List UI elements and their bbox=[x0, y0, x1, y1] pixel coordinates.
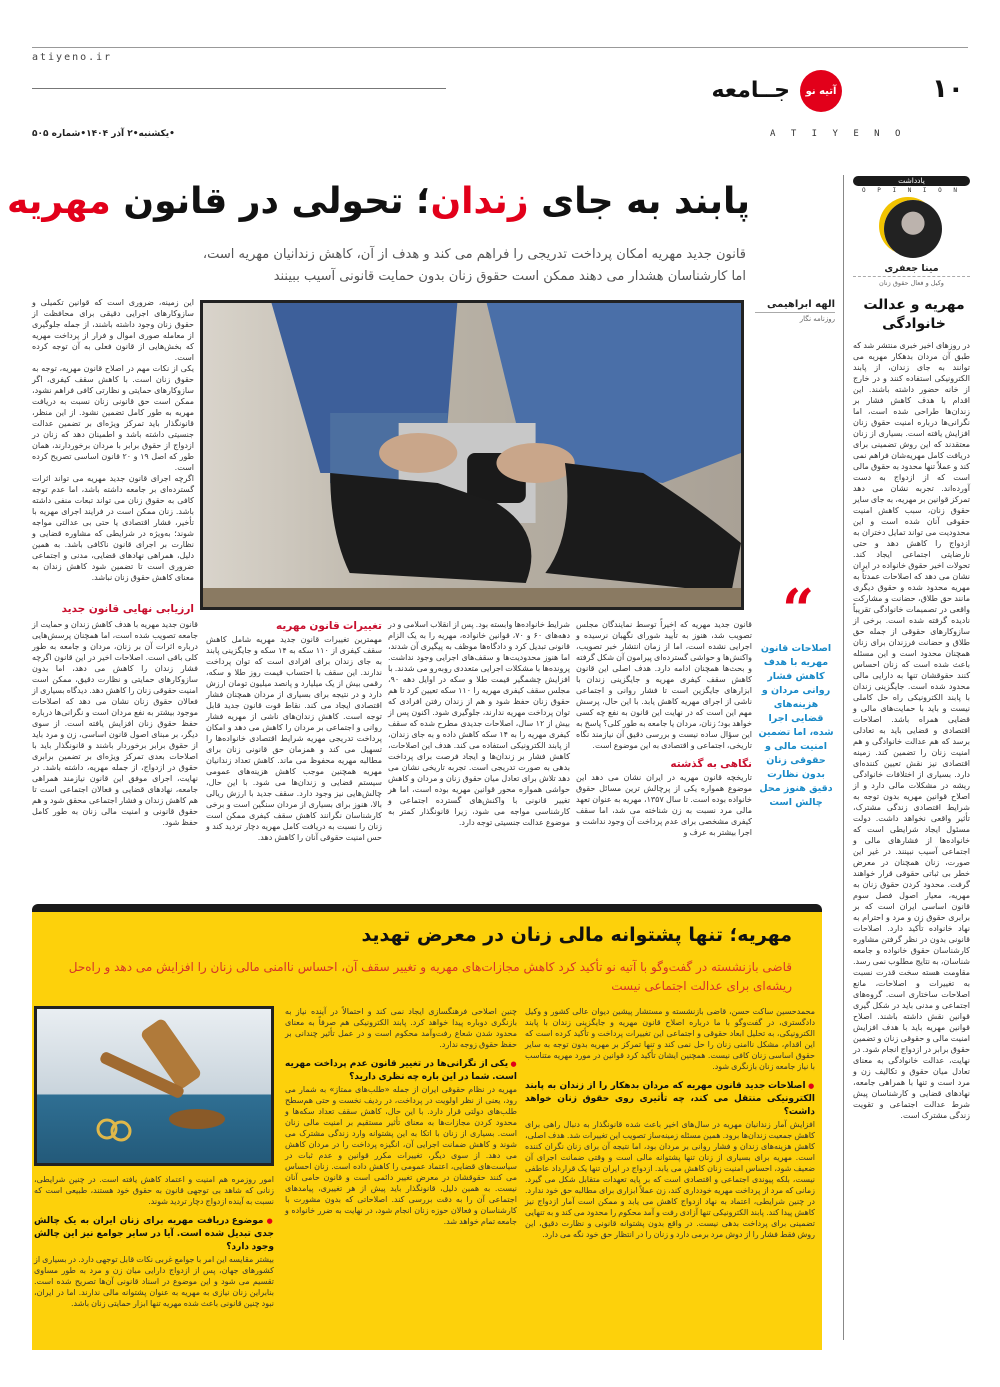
paragraph: امور روزمره هم امنیت و اعتماد کاهش یافته است. در چنین شرایطی، زنانی که شاهد بی توجهی قانون به حقوق خود هستند، طبیعی است که نسبت به آینده ازدواج دچار تردید شوند. bbox=[34, 1175, 274, 1206]
author-name: الهه ابراهیمی bbox=[755, 299, 835, 313]
gavel-icon bbox=[37, 1009, 271, 1163]
paragraph: افزایش آمار زندانیان مهریه در سال‌های اخیر باعث شده قانونگذار به دنبال راهی برای کاهش جمعیت زندان‌ها برود. همین مسئله زمینه‌ساز تصویب این تغییرات شد. هدف اصلی، کاهش هزینه‌های زندان و فشار روانی بر مردان بود، اما نتیجه آن برای زنان نگران کننده است. مهریه برای بسیاری از زنان تنها پشتوانه مالی است و وقتی ضمانت اجرای آن ضعیف شود، احساس امنیت زنان کاهش می یابد. ازدواج در ایران تنها یک قرارداد عاطفی نیست، بلکه پیوندی اجتماعی و اقتصادی است که بر پایه تعهدات متقابل شکل می گیرد. زمانی که مرد از پرداخت مهریه خودداری کند، زن عملاً ابزاری برای مطالبه حق خود ندارد. در چنین شرایطی، اعتماد به نهاد ازدواج کاهش می یابد و ممکن است آمار ازدواج نیز کاهش پیدا کند. پابند الکترونیکی تنها آزادی رفت و آمد محکوم را محدود می کند و به تنهایی تضمینی برای پرداخت بدهی نیست. در واقع بدون پشتوانه قانونی و نظارت دقیق، این روش فقط فشار را از دوش مرد برمی دارد و زنان را در انتظار حق خود نگه می دارد. bbox=[525, 1120, 815, 1239]
page-number: ۱۰ bbox=[932, 74, 964, 104]
section-title: جــامعه bbox=[711, 78, 790, 103]
interview-question: ● اصلاحات جدید قانون مهریه که مردان بدهکار را از زندان به پابند الکترونیکی منتقل می کند، چه تأثیری روی حقوق زنان خواهد داشت؟ bbox=[525, 1080, 815, 1119]
headline-text: ؛ تحولی در قانون bbox=[110, 181, 431, 222]
headline-highlight: زندان bbox=[430, 181, 529, 222]
paragraph: تاریخچه قانون مهریه در ایران نشان می دهد این موضوع همواره یکی از پرچالش ترین مسائل حقوق خانواده بوده است. تا سال ۱۳۵۷، مهریه به عنوان تعهد مالی مرد نسبت به زن شناخته می شد، اما سقف کیفری مشخصی برای عدم پرداخت آن وجود نداشت و اجرا بیشتر به عرف و bbox=[576, 773, 752, 837]
top-rule bbox=[32, 47, 968, 48]
article-subtitle bbox=[110, 244, 746, 288]
opinion-author-role: وکیل و فعال حقوق زنان bbox=[879, 279, 944, 287]
headline bbox=[7, 175, 750, 229]
interview-title: مهریه؛ تنها پشتوانه مالی زنان در معرض تهدید bbox=[361, 924, 792, 946]
opinion-label-latin: O P I N I O N bbox=[862, 187, 961, 194]
paragraph: بیشتر مقایسه این امر با جوامع غربی نکات قابل توجهی دارد. در بسیاری از کشورهای جهان، پس از ازدواج دارایی میان زن و مرد به طور مساوی تقسیم می شود و این موضوع در اسناد قانونی آن‌ها تصریح شده است. بنابراین زنان نیازی به مهریه به عنوان پشتوانه مالی ندارند. اما در ایران، نبود چنین قانونی باعث شده مهریه تنها ابزار حمایتی زنان باشد. bbox=[34, 1255, 274, 1308]
opinion-title: مهریه و عدالت خانوادگی bbox=[863, 297, 965, 332]
ankle-monitor-illustration bbox=[203, 303, 741, 607]
brand-latin: A T I Y E N O bbox=[770, 129, 906, 139]
subtitle-line: اما کارشناسان هشدار می دهند ممکن است حقوق زنان بدون حمایت قانونی آسیب ببینند bbox=[273, 269, 746, 284]
interview-question: ● موضوع دریافت مهریه برای زنان ایران به یک چالش جدی تبدیل شده است. آیا در سایر جوامع نیز این چالش وجود دارد؟ bbox=[34, 1215, 274, 1254]
quote-mark-icon: “ bbox=[782, 577, 815, 643]
opinion-label-text: یادداشت bbox=[898, 176, 925, 185]
opinion-author-name: مینا جعفری bbox=[853, 263, 970, 277]
headline-text: پابند به جای bbox=[528, 181, 750, 222]
paragraph: این زمینه، ضروری است که قوانین تکمیلی و سازوکارهای اجرایی دقیقی برای محافظت از حقوق زنان وجود داشته باشند، از جمله جلوگیری از معامله صوری اموال و فرار از پرداخت مهریه که بخش‌هایی از قانون فعلی به آن توجه کرده است. bbox=[32, 298, 194, 362]
paragraph: مهمترین تغییرات قانون جدید مهریه شامل کاهش سقف کیفری از ۱۱۰ سکه به ۱۴ سکه و جایگزینی پابند به جای زندان برای افرادی است که توان پرداخت ندارند. این سقف با احتساب قیمت روز طلا و سکه، رقمی بیش از یک میلیارد و پانصد میلیون تومان ارزش دارد و در نتیجه برای بسیاری از مردان همچنان فشار اقتصادی ایجاد می کند. نقاط قوت قانون جدید قابل توجه است. کاهش زندان‌های ناشی از مهریه فشار روانی و اجتماعی بر مردان را کاهش می دهد و امکان پرداخت تدریجی مهریه شرایط اقتصادی خانواده‌ها را تسهیل می کند و همزمان حق قانونی زنان برای مطالبه مهریه محفوظ می ماند. کاهش تعداد زندانیان مهریه همچنین موجب کاهش هزینه‌های عمومی سیستم قضایی و زندان‌ها می شود. با این حال، چالش‌هایی نیز وجود دارد. سقف جدید با ارزش ریالی بالا، هنوز برای بسیاری از مردان سنگین است و برخی کارشناسان نگرانند کاهش سقف کیفری ممکن است زنان را نسبت به دریافت کامل مهریه دچار تردید کند و حس امنیت حقوقی آنان را کاهش دهد. bbox=[206, 635, 382, 842]
article-column-3 bbox=[206, 619, 382, 843]
subheading-history: نگاهی به گذشته bbox=[670, 758, 752, 770]
article-column-4b: قانون جدید مهریه با هدف کاهش زندان و حمایت از جامعه تصویب شده است، اما همچنان پرسش‌هایی درباره اثرات آن بر زنان، مردان و جامعه به طور کلی باقی است. اصلاحات اخیر در این قانون اگرچه فشار زندان را کاهش می دهد، اما بدون سازوکارهای حمایتی و نظارت دقیق، ممکن است امنیت حقوقی زنان را کاهش دهد. دیدگاه بسیاری از فعالان حقوق زنان نشان می دهد که اصلاحات موجود بیشتر به نفع مردان است و نگرانی‌ها درباره حفظ حقوق زنان افزایش یافته است. از سوی دیگر، بر مبنای اصول قانون اساسی، زن و مرد باید از حقوق برابر برخوردار باشند و قانونگذار باید با اصلاحات بعدی تمرکز ویژه‌ای بر تضمین برابری حقوق در ازدواج، از جمله مهریه، داشته باشد. در نهایت، اجرای موفق این قانون نیازمند همراهی جامعه، نهادهای قضایی و فعالان اجتماعی است تا هم کاهش زندان و فشار اجتماعی محقق شود و هم حقوق قانونی و امنیت مالی زنان به طور کامل حفظ شود. bbox=[32, 620, 198, 827]
paragraph: اگرچه اجرای قانون جدید مهریه می تواند اثرات گسترده‌ای بر جامعه داشته باشد، اما عدم توجه کافی به حقوق زنان می تواند تبعات منفی داشته باشد. زنان ممکن است در فرایند اجرای مهریه با تأخیر، فشار اقتصادی یا حتی بی عدالتی مواجه شوند؛ به‌ویژه در شرایطی که مشاوره قضایی و نظارت بر اجرای قانون ناکافی باشد. به همین دلیل، همراهی نهادهای قضایی، مدنی و اجتماعی ضروری است تا تضمین شود کاهش زندان به معنای کاهش حقوق زنان نباشد. bbox=[32, 474, 194, 582]
paragraph: قانون جدید مهریه که اخیراً توسط نمایندگان مجلس تصویب شد، هنوز به تأیید شورای نگهبان نرسیده و اجرایی نشده است، اما از زمان انتشار خبر تصویب، واکنش‌ها و حواشی گسترده‌ای پیرامون آن شکل گرفته و بحث‌ها همچنان ادامه دارد. هدف اصلی این قانون کاهش سقف کیفری مهریه و جایگزینی زندان با ابزارهای جایگزین است تا فشار روانی و اجتماعی ناشی از اجرای مهریه کاهش یابد. با این حال، پرسش مهم این است که در نهایت این قانون به نفع چه کسی خواهد بود؛ زنان، مردان یا جامعه به طور کلی؟ پاسخ به این سؤال ساده نیست و بررسی دقیق آن نیازمند نگاه تاریخی، اجتماعی و اقتصادی به این موضوع است. bbox=[576, 620, 752, 750]
logo-text: آتیه نو bbox=[805, 85, 837, 97]
article-photo bbox=[200, 300, 744, 610]
brand-logo bbox=[800, 70, 842, 112]
interview-box bbox=[32, 904, 822, 1350]
subheading-law-changes: تغییرات قانون مهریه bbox=[275, 620, 382, 632]
header-rule-left bbox=[32, 88, 446, 89]
opinion-author bbox=[853, 263, 970, 288]
column-divider bbox=[843, 175, 844, 1340]
interview-column-2 bbox=[285, 1006, 517, 1227]
subtitle-line: قانون جدید مهریه امکان پرداخت تدریجی را فراهم می کند و هدف از آن، کاهش زندانیان مهریه است، bbox=[202, 247, 746, 262]
paragraph: مهریه در نظام حقوقی ایران از جمله «طلب‌های ممتاز» به شمار می رود، یعنی از نظر اولویت در پرداخت، در ردیف نخست و حتی هم‌سطح طلب‌های دولتی قرار دارد. با این حال، کاهش سقف تعداد سکه‌ها و محدود کردن مجازات‌ها به معنای تأثیر مستقیم بر امنیت مالی زنان است. بسیاری از زنان با اتکا به این پشتوانه وارد زندگی مشترک می شوند و کاهش ضمانت اجرایی آن، انگیزه پرداخت را در مردان کاهش می دهد. از سوی دیگر، تغییرات مکرر قوانین و عدم ثبات در سیاست‌های قضایی، اعتماد عمومی را کاهش داده است. زنان احساس می کنند حقوقشان در معرض تغییر دائمی است و قانون حامی آنان نیست. به همین دلیل، قانونگذار باید پیش از هر تغییری، پیامدهای اجتماعی آن را به دقت بررسی کند. اصلاحاتی که بدون مشورت با کارشناسان و فعالان حوزه زنان انجام شود، در نهایت به ضرر خانواده و جامعه تمام خواهد شد. bbox=[285, 1085, 517, 1226]
interview-question: ● یکی از نگرانی‌ها در تغییر قانون عدم پرداخت مهریه است. شما در این باره چه نظری دارید؟ bbox=[285, 1058, 517, 1084]
gavel-rings-photo bbox=[34, 1006, 274, 1166]
article-column-4 bbox=[32, 297, 194, 583]
headline-highlight: مهریه bbox=[7, 181, 111, 222]
paragraph: یکی از نکات مهم در اصلاح قانون مهریه، توجه به حقوق زنان است. با کاهش سقف کیفری، اگر سازوکارهای حمایتی و نظارتی کافی فراهم نشود، ممکن است حق قانونی زنان نسبت به دریافت مهریه به طور کامل تضمین نشود. از این منظر، قانونگذار باید تمرکز ویژه‌ای بر تضمین عدالت جنسیتی داشته باشد و اطمینان دهد که زنان در ازدواج از حقوق برابر با مردان برخوردارند، همان طور که اصل ۱۹ و ۲۰ قانون اساسی تصریح کرده است. bbox=[32, 364, 194, 472]
paragraph: چنین اصلاحی فرهنگسازی ایجاد نمی کند و احتمالاً در آینده نیاز به بازنگری دوباره پیدا خواهد کرد. پابند الکترونیکی هم صرفاً به معنای محدود شدن شعاع رفت‌وآمد محکوم است و در عمل تأثیر چندانی بر حفظ حقوق زوجه ندارد. bbox=[285, 1007, 517, 1049]
article-column-1 bbox=[576, 619, 752, 838]
author-byline bbox=[755, 299, 835, 323]
article-column-2: شرایط خانواده‌ها وابسته بود. پس از انقلاب اسلامی و در دهه‌های ۶۰ و ۷۰، قوانین خانواده، مهریه را به یک الزام قانونی تبدیل کرد و دادگاه‌ها موظف به پیگیری آن شدند، اما هنوز محدودیت‌ها و سقف‌های اجرایی وجود نداشت. پرونده‌ها با مشکلات اجرایی متعددی روبه‌رو می شدند. با افزایش چشمگیر قیمت طلا و سکه در اوایل دهه ۹۰، مجلس سقف کیفری مهریه را ۱۱۰ سکه تعیین کرد تا هم حقوق زنان حفظ شود و هم از زندان رفتن افرادی که توان پرداخت مهریه ندارند، جلوگیری شود. اکنون پس از بیش از ۱۲ سال، اصلاحات جدیدی مطرح شده که سقف کیفری مهریه را به ۱۴ سکه کاهش داده و به جای زندان، از پابند الکترونیکی استفاده می کند. هدف این اصلاحات، کاهش فشار بر زندان‌ها و ایجاد فرصت برای پرداخت بدهی به صورت تدریجی است. تجربه تاریخی نشان می دهد تلاش برای تعادل میان حقوق زنان و مردان و کاهش حواشی همواره محور قوانین مهریه بوده است، اما هر تغییر قانونی با واکنش‌های گسترده اجتماعی و کارشناسی مواجه می شود، زیرا قانونگذار کمتر به موضوع عدالت جنسیتی توجه دارد. bbox=[388, 620, 570, 827]
pull-quote: اصلاحات قانون مهریه با هدف کاهش فشار روانی مردان و هزینه‌های قضایی اجرا شده، اما تضمین امنیت مالی و حقوقی زنان بدون نظارت دقیق هنوز محل چالش است bbox=[758, 643, 834, 808]
paragraph: محمدحسین ساکت حسن، قاضی بازنشسته و مستشار پیشین دیوان عالی کشور و وکیل دادگستری، در گفت‌وگو با ما درباره اصلاح قانون مهریه و جایگزینی زندان با پابند الکترونیکی، به تحلیل ابعاد حقوقی و اجتماعی این تغییرات پرداخت و تأکید کرده است که این اقدام، مشکل ناامنی زنان را حل نمی کند و تنها تمرکز بر مهریه بدون توجه به سایر حقوق اساسی زنان کافی نیست. همچنین ایشان تأکید کرد قوانین در مورد مهریه متناسب با نیاز جامعه زنان بازنگری شود. bbox=[525, 1007, 815, 1071]
issue-date: •یکشنبه•۲ آذر ۱۴۰۴•شماره ۵۰۵ bbox=[32, 129, 175, 139]
avatar bbox=[884, 200, 942, 258]
interview-column-3 bbox=[34, 1174, 274, 1309]
interview-column-1 bbox=[525, 1006, 815, 1240]
subheading-final-review: ارزیابی نهایی قانون جدید bbox=[61, 603, 194, 615]
opinion-body: در روزهای اخیر خبری منتشر شد که طبق آن مردان بدهکار مهریه می توانند به جای زندان، از پابند الکترونیکی استفاده کنند و در خارج از خانه حضور داشته باشند. این اقدام با هدف کاهش فشار بر زندان‌ها طراحی شده است، اما نگرانی‌ها درباره امنیت حقوق زنان افزایش یافته است. بسیاری از زنان معتقدند که این روش تضمینی برای دریافت کامل مهریه‌شان فراهم نمی کند و عملاً تنها محدود به حقوق مالی است که از ازدواج به دست آورده‌اند. تجربه نشان می دهد تمرکز قوانین بر مهریه، به جای سایر حقوق زنان، سبب کاهش امنیت حقوقی آنان شده است و این محدودیت می تواند تمایل دختران به ازدواج را کاهش دهد و حتی نارضایتی اجتماعی ایجاد کند. تحولات اخیر حقوق خانواده در ایران نشان می دهد که اصلاحات عمدتاً به مهریه محدود شده و حقوق دیگری مانند حق طلاق، حضانت و مشارکت واقعی در تصمیمات خانوادگی تقریباً نادیده گرفته شده است. برخی از سازوکارهای حقوقی از جمله حق طلاق و حضانت فرزندان برای زنان همچنان محدود است و این مسئله باعث شده است که زنان احساس کنند حقوقشان تنها به دارایی مالی محدود شده است. جایگزینی زندان با پابند الکترونیکی راه حل کاملی نیست و باید با حمایت‌های مالی و قضایی همراه باشد. اصلاحات اقتصادی و قضایی باید به تعادلی برسد که هم عدالت خانوادگی و هم امنیت زنان را تضمین کند. زمینه اقتصادی نیز نقش تعیین کننده‌ای دارد. بسیاری از اختلافات خانوادگی ریشه در مشکلات مالی دارد و از اصلاح قوانین مهریه بدون توجه به شرایط اقتصادی زندگی مشترک، تأثیر واقعی نخواهد داشت. دولت مسئول ایجاد شرایطی است که خانواده‌ها از فشارهای مالی و اجتماعی آسیب نبینند. در غیر این صورت، زنان همچنان در معرض خطر بی ثباتی حقوقی قرار خواهند گرفت. محدود کردن حقوق زنان به مهریه، معیار اصول فصل سوم قانون اساسی ایران است که بر برابری حقوق زن و مرد و احترام به نهاد خانواده تأکید دارد. اصلاحات قانونی بدون در نظر گرفتن مشاوره کارشناسان حقوق خانواده و جامعه شناسان، به نتایج مطلوب نمی رسد. مقاومت هسته سخت قدرت نسبت به تغییرات و اصلاحات، مانع اصلاحات ساختاری است. گروه‌های اجتماعی و مدنی باید در شکل گیری قوانین نقش داشته باشند. اصلاح قوانین مهریه باید با هدف افزایش امنیت مالی و حقوقی زنان و تضمین حقوق برابر در ازدواج انجام شود. در نهایت، عدالت خانوادگی به معنای تعادل میان حقوق و تکالیف زن و مرد است و تنها با همراهی جامعه، نهادهای قضایی و کارشناسان پیش شرط عدالت اجتماعی و تقویت زندگی مشترک است. bbox=[853, 341, 970, 1120]
interview-subtitle: قاضی بازنشسته در گفت‌وگو با آتیه نو تأکید کرد کاهش مجازات‌های مهریه و تغییر سقف آن، احساس ناامنی مالی زنان را افزایش می دهد و راه‌حل ریشه‌ای برای عدالت اجتماعی نیست bbox=[68, 960, 792, 993]
opinion-label bbox=[853, 176, 970, 186]
site-url: atiyeno.ir bbox=[32, 52, 113, 63]
author-role: روزنامه نگار bbox=[799, 315, 835, 323]
